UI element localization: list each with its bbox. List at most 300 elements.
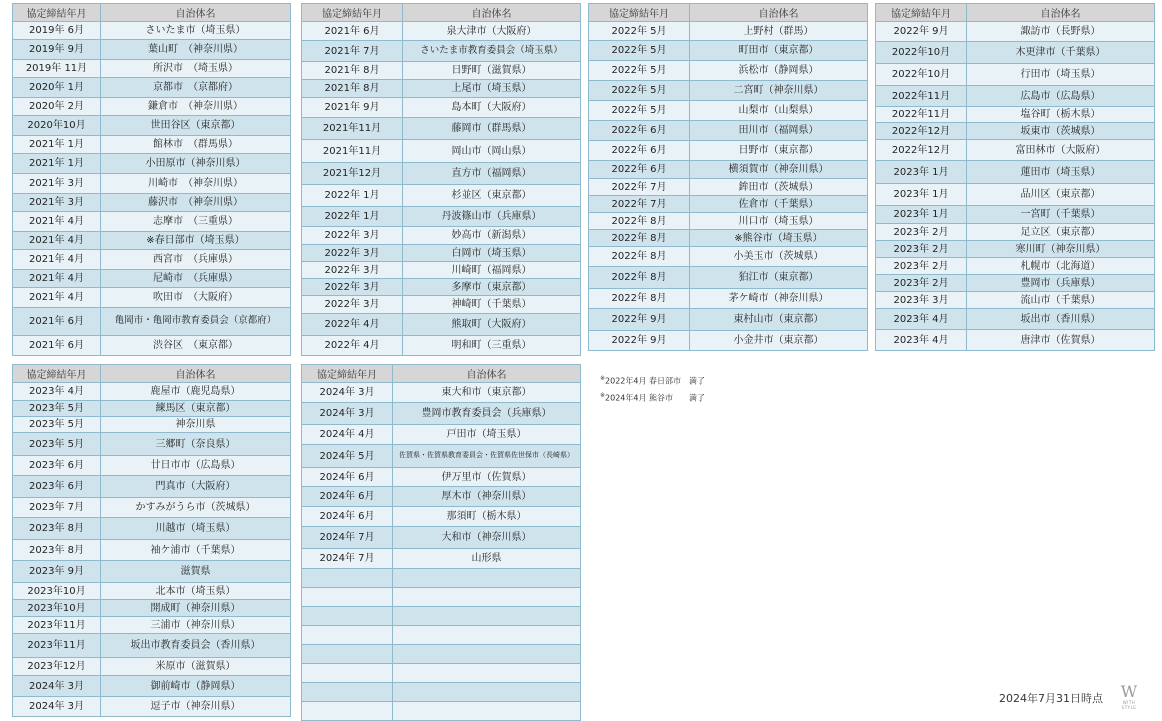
date-cell: 2021年 1月 bbox=[13, 154, 101, 174]
date-cell: 2022年 8月 bbox=[589, 213, 690, 230]
date-cell: 2023年10月 bbox=[13, 583, 101, 600]
date-cell: 2021年 4月 bbox=[13, 212, 101, 232]
date-cell: 2021年 4月 bbox=[13, 250, 101, 270]
date-cell: 2022年 8月 bbox=[589, 247, 690, 267]
header-date: 協定締結年月 bbox=[13, 365, 101, 383]
date-cell: 2019年 9月 bbox=[13, 40, 101, 60]
name-cell bbox=[393, 645, 581, 664]
name-cell: 練馬区（東京都） bbox=[101, 401, 291, 417]
date-cell: 2022年 8月 bbox=[589, 230, 690, 247]
date-cell: 2021年 8月 bbox=[302, 62, 403, 80]
table-row bbox=[13, 617, 291, 634]
header-name: 自治体名 bbox=[403, 4, 581, 22]
name-cell: 山形県 bbox=[393, 549, 581, 569]
date-cell: 2023年 5月 bbox=[13, 433, 101, 456]
name-cell: 藤岡市（群馬県） bbox=[403, 118, 581, 140]
name-cell: 明和町（三重県） bbox=[403, 336, 581, 356]
header-date: 協定締結年月 bbox=[302, 4, 403, 22]
date-cell bbox=[302, 607, 393, 626]
name-cell: 町田市（東京都） bbox=[690, 41, 868, 61]
date-cell: 2022年 1月 bbox=[302, 207, 403, 227]
table-row bbox=[589, 161, 868, 179]
name-cell: 神崎町（千葉県） bbox=[403, 296, 581, 314]
name-cell: 一宮町（千葉県） bbox=[967, 206, 1155, 224]
date-cell: 2022年 6月 bbox=[589, 141, 690, 161]
date-cell: 2021年 6月 bbox=[302, 22, 403, 41]
agreement-table-2 bbox=[301, 3, 581, 356]
date-cell: 2021年 4月 bbox=[13, 232, 101, 250]
table-row bbox=[13, 417, 291, 433]
name-cell: 坂出市（香川県） bbox=[967, 309, 1155, 330]
name-cell: 島本町（大阪府） bbox=[403, 98, 581, 118]
agreement-table-6 bbox=[301, 364, 581, 721]
name-cell: 熊取町（大阪府） bbox=[403, 314, 581, 336]
header-date: 協定締結年月 bbox=[302, 365, 393, 383]
table-row bbox=[589, 61, 868, 81]
date-cell: 2024年 4月 bbox=[302, 425, 393, 445]
name-cell: 茅ケ崎市（神奈川県） bbox=[690, 289, 868, 309]
date-cell: 2021年 6月 bbox=[13, 308, 101, 336]
name-cell: 豊岡市（兵庫県） bbox=[967, 275, 1155, 292]
name-cell bbox=[393, 607, 581, 626]
date-cell: 2023年 2月 bbox=[876, 241, 967, 258]
footnote-text: 2022年4月 春日部市 満了 bbox=[605, 376, 706, 386]
date-cell: 2024年 6月 bbox=[302, 468, 393, 487]
date-cell: 2020年 1月 bbox=[13, 78, 101, 98]
date-cell: 2022年 9月 bbox=[589, 309, 690, 331]
table-row bbox=[302, 279, 581, 296]
name-cell: 横須賀市（神奈川県） bbox=[690, 161, 868, 179]
footnote-mark: ※ bbox=[600, 375, 606, 382]
name-cell: 鹿屋市（鹿児島県） bbox=[101, 383, 291, 401]
date-cell: 2023年12月 bbox=[13, 658, 101, 676]
name-cell: 東大和市（東京都） bbox=[393, 383, 581, 403]
name-cell: さいたま市教育委員会（埼玉県） bbox=[403, 41, 581, 62]
table-row bbox=[876, 224, 1155, 241]
table-row bbox=[302, 403, 581, 425]
date-cell: 2022年11月 bbox=[876, 86, 967, 107]
name-cell: 行田市（埼玉県） bbox=[967, 64, 1155, 86]
table-row bbox=[302, 645, 581, 664]
table-row bbox=[589, 41, 868, 61]
date-cell: 2022年 3月 bbox=[302, 245, 403, 262]
table-row bbox=[589, 309, 868, 331]
name-cell: 三郷町（奈良県） bbox=[101, 433, 291, 456]
table-row bbox=[13, 288, 291, 308]
date-cell: 2024年 5月 bbox=[302, 445, 393, 468]
table-row bbox=[302, 468, 581, 487]
agreement-table-1 bbox=[12, 3, 291, 356]
table-row bbox=[302, 527, 581, 549]
date-cell: 2022年 3月 bbox=[302, 262, 403, 279]
name-cell: 浜松市（静岡県） bbox=[690, 61, 868, 81]
table-row bbox=[302, 607, 581, 626]
date-cell: 2022年12月 bbox=[876, 140, 967, 161]
date-cell: 2020年10月 bbox=[13, 116, 101, 136]
table-row bbox=[13, 498, 291, 518]
table-row bbox=[302, 98, 581, 118]
date-cell: 2022年 5月 bbox=[589, 22, 690, 41]
name-cell: 小金井市（東京都） bbox=[690, 331, 868, 351]
table-row bbox=[302, 262, 581, 279]
logo-mark: W bbox=[1120, 682, 1138, 701]
name-cell: 世田谷区（東京都） bbox=[101, 116, 291, 136]
agreement-table-4 bbox=[875, 3, 1155, 351]
name-cell: さいたま市（埼玉県） bbox=[101, 22, 291, 40]
name-cell bbox=[393, 588, 581, 607]
name-cell: 杉並区（東京都） bbox=[403, 185, 581, 207]
date-cell: 2021年 8月 bbox=[302, 80, 403, 98]
date-cell: 2023年10月 bbox=[13, 600, 101, 617]
name-cell: 田川市（福岡県） bbox=[690, 121, 868, 141]
date-cell: 2021年 3月 bbox=[13, 174, 101, 194]
table-row bbox=[589, 22, 868, 41]
table-row bbox=[876, 241, 1155, 258]
table-row bbox=[876, 140, 1155, 161]
name-cell: 流山市（千葉県） bbox=[967, 292, 1155, 309]
name-cell bbox=[393, 626, 581, 645]
date-cell: 2021年 6月 bbox=[13, 336, 101, 356]
name-cell: 札幌市（北海道） bbox=[967, 258, 1155, 275]
name-cell: 神奈川県 bbox=[101, 417, 291, 433]
table-row bbox=[302, 664, 581, 683]
name-cell: 館林市 （群馬県） bbox=[101, 136, 291, 154]
date-cell: 2023年 2月 bbox=[876, 224, 967, 241]
footnote-1 bbox=[600, 375, 705, 387]
name-cell: 門真市（大阪府） bbox=[101, 476, 291, 498]
date-cell bbox=[302, 569, 393, 588]
table-row bbox=[302, 569, 581, 588]
table-row bbox=[302, 296, 581, 314]
name-cell: 日野町（滋賀県） bbox=[403, 62, 581, 80]
date-cell: 2022年10月 bbox=[876, 64, 967, 86]
header-name: 自治体名 bbox=[393, 365, 581, 383]
table-row bbox=[876, 184, 1155, 206]
name-cell: 西宮市 （兵庫県） bbox=[101, 250, 291, 270]
table-row bbox=[302, 588, 581, 607]
table-row bbox=[302, 227, 581, 245]
date-cell: 2023年 2月 bbox=[876, 275, 967, 292]
table-row bbox=[302, 22, 581, 41]
date-cell: 2021年 9月 bbox=[302, 98, 403, 118]
header-date: 協定締結年月 bbox=[13, 4, 101, 22]
table-row bbox=[302, 207, 581, 227]
date-cell: 2022年 8月 bbox=[589, 267, 690, 289]
table-row bbox=[13, 60, 291, 78]
name-cell: 泉大津市（大阪府） bbox=[403, 22, 581, 41]
name-cell: 岡山市（岡山県） bbox=[403, 140, 581, 163]
date-cell: 2022年 9月 bbox=[876, 22, 967, 42]
footnote-mark: ※ bbox=[600, 392, 606, 399]
name-cell: 所沢市 （埼玉県） bbox=[101, 60, 291, 78]
header-date: 協定締結年月 bbox=[589, 4, 690, 22]
name-cell: 寒川町（神奈川県） bbox=[967, 241, 1155, 258]
name-cell: 品川区（東京都） bbox=[967, 184, 1155, 206]
logo-subtext: WITH STYLE bbox=[1121, 700, 1137, 710]
date-cell: 2023年 6月 bbox=[13, 476, 101, 498]
name-cell: 唐津市（佐賀県） bbox=[967, 330, 1155, 351]
date-cell bbox=[302, 683, 393, 702]
date-cell: 2022年 1月 bbox=[302, 185, 403, 207]
table-row bbox=[876, 330, 1155, 351]
table-row bbox=[13, 212, 291, 232]
date-cell: 2024年 6月 bbox=[302, 507, 393, 527]
table-row bbox=[302, 80, 581, 98]
name-cell: 佐賀県・佐賀県教育委員会・佐賀県佐世保市（長崎県） bbox=[393, 445, 581, 468]
table-row bbox=[589, 230, 868, 247]
agreement-table-5 bbox=[12, 364, 291, 717]
date-cell: 2021年 3月 bbox=[13, 194, 101, 212]
name-cell: 妙高市（新潟県） bbox=[403, 227, 581, 245]
date-cell: 2022年 5月 bbox=[589, 41, 690, 61]
table-row bbox=[13, 78, 291, 98]
table-row bbox=[302, 626, 581, 645]
table-row bbox=[13, 194, 291, 212]
table-row bbox=[302, 118, 581, 140]
table-row bbox=[13, 401, 291, 417]
name-cell bbox=[393, 702, 581, 721]
table-row bbox=[13, 154, 291, 174]
table-row bbox=[13, 40, 291, 60]
name-cell bbox=[393, 569, 581, 588]
date-cell bbox=[302, 588, 393, 607]
name-cell: 川崎町（福岡県） bbox=[403, 262, 581, 279]
name-cell: 大和市（神奈川県） bbox=[393, 527, 581, 549]
table-row bbox=[302, 62, 581, 80]
name-cell: 小美玉市（茨城県） bbox=[690, 247, 868, 267]
table-row bbox=[13, 174, 291, 194]
date-cell: 2021年 7月 bbox=[302, 41, 403, 62]
table-row bbox=[13, 676, 291, 697]
table-row bbox=[302, 185, 581, 207]
table-row bbox=[876, 107, 1155, 123]
name-cell: かすみがうら市（茨城県） bbox=[101, 498, 291, 518]
name-cell: 開成町（神奈川県） bbox=[101, 600, 291, 617]
name-cell: 白岡市（埼玉県） bbox=[403, 245, 581, 262]
name-cell: 京都市 （京都府） bbox=[101, 78, 291, 98]
name-cell: 鉾田市（茨城県） bbox=[690, 179, 868, 196]
name-cell: 木更津市（千葉県） bbox=[967, 42, 1155, 64]
date-cell: 2023年 8月 bbox=[13, 518, 101, 540]
table-row bbox=[589, 81, 868, 101]
date-cell: 2022年12月 bbox=[876, 123, 967, 140]
footnote-text: 2024年4月 熊谷市 満了 bbox=[605, 393, 706, 403]
table-row bbox=[589, 101, 868, 121]
name-cell: 廿日市市（広島県） bbox=[101, 456, 291, 476]
date-cell: 2022年 6月 bbox=[589, 161, 690, 179]
date-cell: 2023年11月 bbox=[13, 617, 101, 634]
date-cell bbox=[302, 702, 393, 721]
date-cell: 2023年 6月 bbox=[13, 456, 101, 476]
name-cell: 志摩市 （三重県） bbox=[101, 212, 291, 232]
date-cell: 2023年 3月 bbox=[876, 292, 967, 309]
table-row bbox=[589, 247, 868, 267]
footnote-2 bbox=[600, 392, 705, 404]
table-row bbox=[876, 206, 1155, 224]
table-row bbox=[302, 425, 581, 445]
table-row bbox=[876, 258, 1155, 275]
table-row bbox=[876, 292, 1155, 309]
name-cell: 川越市（埼玉県） bbox=[101, 518, 291, 540]
name-cell: 丹波篠山市（兵庫県） bbox=[403, 207, 581, 227]
name-cell: 小田原市（神奈川県） bbox=[101, 154, 291, 174]
name-cell: 渋谷区 （東京都） bbox=[101, 336, 291, 356]
date-cell: 2024年 3月 bbox=[13, 676, 101, 697]
date-cell: 2022年 5月 bbox=[589, 61, 690, 81]
date-cell: 2023年 1月 bbox=[876, 161, 967, 184]
date-cell: 2021年11月 bbox=[302, 118, 403, 140]
name-cell: 鎌倉市 （神奈川県） bbox=[101, 98, 291, 116]
date-cell: 2023年 1月 bbox=[876, 184, 967, 206]
date-cell: 2023年 5月 bbox=[13, 417, 101, 433]
table-row bbox=[13, 383, 291, 401]
name-cell: 厚木市（神奈川県） bbox=[393, 487, 581, 507]
name-cell bbox=[393, 664, 581, 683]
name-cell: 狛江市（東京都） bbox=[690, 267, 868, 289]
name-cell: 多摩市（東京都） bbox=[403, 279, 581, 296]
table-row bbox=[876, 161, 1155, 184]
table-row bbox=[876, 275, 1155, 292]
date-cell: 2023年 8月 bbox=[13, 540, 101, 561]
table-row bbox=[13, 634, 291, 658]
table-row bbox=[876, 309, 1155, 330]
table-row bbox=[13, 308, 291, 336]
table-row bbox=[876, 22, 1155, 42]
header-name: 自治体名 bbox=[101, 365, 291, 383]
table-row bbox=[13, 600, 291, 617]
name-cell: 三浦市（神奈川県） bbox=[101, 617, 291, 634]
name-cell: 坂東市（茨城県） bbox=[967, 123, 1155, 140]
date-cell: 2019年 11月 bbox=[13, 60, 101, 78]
name-cell: 諏訪市（長野県） bbox=[967, 22, 1155, 42]
date-cell: 2022年 3月 bbox=[302, 296, 403, 314]
name-cell: 広島市（広島県） bbox=[967, 86, 1155, 107]
name-cell: 袖ケ浦市（千葉県） bbox=[101, 540, 291, 561]
date-cell: 2022年10月 bbox=[876, 42, 967, 64]
name-cell: 日野市（東京都） bbox=[690, 141, 868, 161]
date-cell: 2023年 5月 bbox=[13, 401, 101, 417]
date-cell: 2022年11月 bbox=[876, 107, 967, 123]
name-cell: 足立区（東京都） bbox=[967, 224, 1155, 241]
date-cell: 2020年 2月 bbox=[13, 98, 101, 116]
date-cell: 2023年 4月 bbox=[876, 330, 967, 351]
name-cell: 塩谷町（栃木県） bbox=[967, 107, 1155, 123]
date-cell: 2022年 6月 bbox=[589, 121, 690, 141]
date-cell: 2023年 1月 bbox=[876, 206, 967, 224]
header-name: 自治体名 bbox=[690, 4, 868, 22]
table-row bbox=[302, 163, 581, 185]
header-name: 自治体名 bbox=[967, 4, 1155, 22]
date-cell: 2021年12月 bbox=[302, 163, 403, 185]
agreement-table-3 bbox=[588, 3, 868, 351]
name-cell: 上尾市（埼玉県） bbox=[403, 80, 581, 98]
name-cell: 直方市（福岡県） bbox=[403, 163, 581, 185]
table-row bbox=[302, 314, 581, 336]
name-cell: 伊万里市（佐賀県） bbox=[393, 468, 581, 487]
name-cell: 滋賀県 bbox=[101, 561, 291, 583]
table-row bbox=[13, 518, 291, 540]
name-cell: 川崎市 （神奈川県） bbox=[101, 174, 291, 194]
name-cell: 那須町（栃木県） bbox=[393, 507, 581, 527]
date-cell: 2021年 1月 bbox=[13, 136, 101, 154]
date-cell: 2022年 3月 bbox=[302, 227, 403, 245]
name-cell: 二宮町（神奈川県） bbox=[690, 81, 868, 101]
name-cell bbox=[393, 683, 581, 702]
table-row bbox=[589, 141, 868, 161]
name-cell: 藤沢市 （神奈川県） bbox=[101, 194, 291, 212]
date-cell: 2024年 7月 bbox=[302, 527, 393, 549]
name-cell: 山梨市（山梨県） bbox=[690, 101, 868, 121]
date-cell: 2021年 4月 bbox=[13, 288, 101, 308]
date-cell: 2023年 2月 bbox=[876, 258, 967, 275]
name-cell: 東村山市（東京都） bbox=[690, 309, 868, 331]
table-row bbox=[302, 383, 581, 403]
table-row bbox=[13, 22, 291, 40]
name-cell: 佐倉市（千葉県） bbox=[690, 196, 868, 213]
table-row bbox=[302, 702, 581, 721]
name-cell: 富田林市（大阪府） bbox=[967, 140, 1155, 161]
table-row bbox=[302, 445, 581, 468]
table-row bbox=[876, 86, 1155, 107]
brand-logo bbox=[1118, 684, 1140, 712]
table-row bbox=[13, 336, 291, 356]
name-cell: 尼崎市 （兵庫県） bbox=[101, 270, 291, 288]
date-cell: 2021年 4月 bbox=[13, 270, 101, 288]
name-cell: 川口市（埼玉県） bbox=[690, 213, 868, 230]
name-cell: 米原市（滋賀県） bbox=[101, 658, 291, 676]
table-row bbox=[302, 507, 581, 527]
name-cell: ※春日部市（埼玉県） bbox=[101, 232, 291, 250]
table-row bbox=[302, 336, 581, 356]
date-cell: 2021年11月 bbox=[302, 140, 403, 163]
date-cell: 2022年 5月 bbox=[589, 81, 690, 101]
table-row bbox=[302, 683, 581, 702]
name-cell: ※熊谷市（埼玉県） bbox=[690, 230, 868, 247]
table-row bbox=[589, 213, 868, 230]
header-name: 自治体名 bbox=[101, 4, 291, 22]
table-row bbox=[13, 456, 291, 476]
date-cell: 2023年 4月 bbox=[13, 383, 101, 401]
header-date: 協定締結年月 bbox=[876, 4, 967, 22]
name-cell: 坂出市教育委員会（香川県） bbox=[101, 634, 291, 658]
date-cell: 2024年 7月 bbox=[302, 549, 393, 569]
table-row bbox=[589, 179, 868, 196]
name-cell: 蓮田市（埼玉県） bbox=[967, 161, 1155, 184]
table-row bbox=[589, 289, 868, 309]
date-cell: 2024年 6月 bbox=[302, 487, 393, 507]
table-row bbox=[13, 561, 291, 583]
table-row bbox=[876, 42, 1155, 64]
name-cell: 葉山町 （神奈川県） bbox=[101, 40, 291, 60]
table-row bbox=[302, 140, 581, 163]
table-row bbox=[13, 476, 291, 498]
table-row bbox=[13, 658, 291, 676]
date-cell: 2022年 5月 bbox=[589, 101, 690, 121]
table-row bbox=[589, 196, 868, 213]
name-cell: 豊岡市教育委員会（兵庫県） bbox=[393, 403, 581, 425]
name-cell: 北本市（埼玉県） bbox=[101, 583, 291, 600]
table-row bbox=[589, 121, 868, 141]
table-row bbox=[13, 232, 291, 250]
name-cell: 上野村（群馬） bbox=[690, 22, 868, 41]
table-row bbox=[302, 245, 581, 262]
date-cell: 2024年 3月 bbox=[302, 383, 393, 403]
table-row bbox=[876, 123, 1155, 140]
date-cell bbox=[302, 645, 393, 664]
date-cell: 2022年 4月 bbox=[302, 336, 403, 356]
table-row bbox=[13, 583, 291, 600]
table-row bbox=[13, 116, 291, 136]
